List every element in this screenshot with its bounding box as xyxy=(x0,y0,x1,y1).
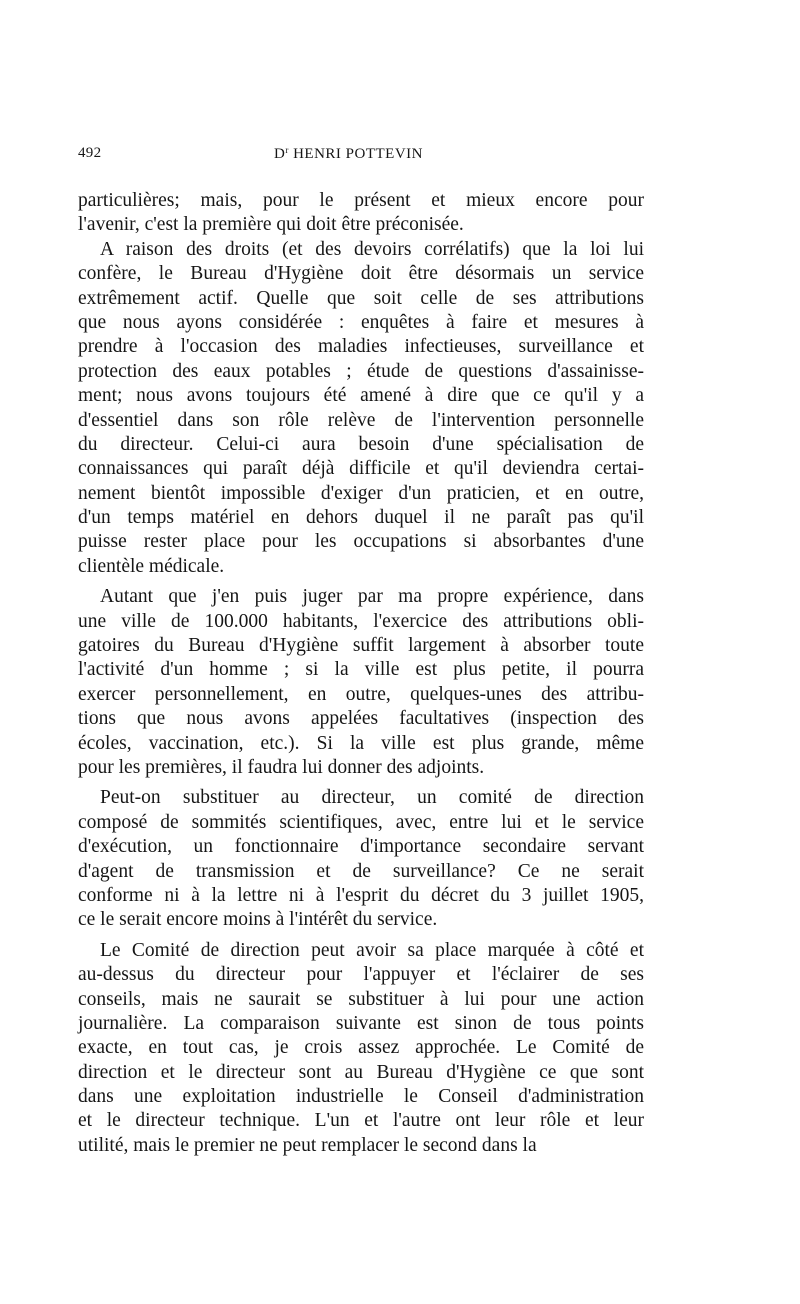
paragraph xyxy=(78,786,644,932)
text-line: gatoires du Bureau d'Hygiène suffit largement à absorber toute xyxy=(78,635,644,657)
text-line: au-dessus du directeur pour l'appuyer et l'éclairer de ses xyxy=(78,964,644,986)
text-line: Peut-on substituer au directeur, un comité de direction xyxy=(100,787,644,809)
running-head xyxy=(274,145,423,163)
text-line: conseils, mais ne saurait se substituer à lui pour une action xyxy=(78,988,644,1010)
paragraph xyxy=(78,939,644,1159)
text-line: connaissances qui paraît déjà difficile et qu'il deviendra certai- xyxy=(78,458,644,480)
text-line: clientèle médicale. xyxy=(78,555,225,577)
body-text xyxy=(78,189,644,1158)
text-line: du directeur. Celui-ci aura besoin d'une spécialisation de xyxy=(78,433,644,455)
text-line: exacte, en tout cas, je crois assez approchée. Le Comité de xyxy=(78,1037,644,1059)
paragraph xyxy=(78,585,644,780)
text-line: journalière. La comparaison suivante est sinon de tous points xyxy=(78,1012,644,1034)
text-line: prendre à l'occasion des maladies infectieuses, surveillance et xyxy=(78,336,644,358)
text-line: d'exécution, un fonctionnaire d'importance secondaire servant xyxy=(78,836,644,858)
author-title-superscript: r xyxy=(285,145,289,155)
text-line: et le directeur technique. L'un et l'autre ont leur rôle et leur xyxy=(78,1110,644,1132)
text-line: pour les premières, il faudra lui donner des adjoints. xyxy=(78,756,485,778)
text-line: ce le serait encore moins à l'intérêt du service. xyxy=(78,909,438,931)
text-line: utilité, mais le premier ne peut remplacer le second dans la xyxy=(78,1134,537,1156)
text-line: protection des eaux potables ; étude de questions d'assainisse- xyxy=(78,360,644,382)
text-line: l'activité d'un homme ; si la ville est plus petite, il pourra xyxy=(78,659,644,681)
text-line: Autant que j'en puis juger par ma propre expérience, dans xyxy=(100,586,644,608)
author-title: D xyxy=(274,146,286,162)
text-line: d'agent de transmission et de surveillance? Ce ne serait xyxy=(78,860,644,882)
author-name: HENRI POTTEVIN xyxy=(293,146,423,162)
paragraph xyxy=(78,189,644,238)
text-line: extrêmement actif. Quelle que soit celle de ses attributions xyxy=(78,287,644,309)
text-line: d'un temps matériel en dehors duquel il ne paraît pas qu'il xyxy=(78,507,644,529)
text-line: conforme ni à la lettre ni à l'esprit du décret du 3 juillet 1905, xyxy=(78,884,644,906)
book-page xyxy=(78,145,644,1158)
paragraph xyxy=(78,238,644,579)
text-line: A raison des droits (et des devoirs corrélatifs) que la loi lui xyxy=(100,238,644,260)
text-line: exercer personnellement, en outre, quelques-unes des attribu- xyxy=(78,683,644,705)
text-line: ment; nous avons toujours été amené à dire que ce qu'il y a xyxy=(78,385,644,407)
text-line: particulières; mais, pour le présent et mieux encore pour xyxy=(78,190,644,211)
page-header xyxy=(78,145,644,173)
text-line: que nous ayons considérée : enquêtes à faire et mesures à xyxy=(78,311,644,333)
text-line: confère, le Bureau d'Hygiène doit être désormais un service xyxy=(78,263,644,285)
text-line: nement bientôt impossible d'exiger d'un praticien, et en outre, xyxy=(78,482,644,504)
text-line: puisse rester place pour les occupations si absorbantes d'une xyxy=(78,531,644,553)
text-line: écoles, vaccination, etc.). Si la ville est plus grande, même xyxy=(78,732,644,754)
page-number: 492 xyxy=(78,145,102,161)
text-line: direction et le directeur sont au Bureau d'Hygiène ce que sont xyxy=(78,1061,644,1083)
text-line: composé de sommités scientifiques, avec, entre lui et le service xyxy=(78,811,644,833)
text-line: tions que nous avons appelées facultatives (inspection des xyxy=(78,708,644,730)
text-line: Le Comité de direction peut avoir sa place marquée à côté et xyxy=(100,939,644,961)
text-line: une ville de 100.000 habitants, l'exercice des attributions obli- xyxy=(78,610,644,632)
text-line: l'avenir, c'est la première qui doit être préconisée. xyxy=(78,214,464,236)
text-line: d'essentiel dans son rôle relève de l'intervention personnelle xyxy=(78,409,644,431)
text-line: dans une exploitation industrielle le Conseil d'administration xyxy=(78,1086,644,1108)
